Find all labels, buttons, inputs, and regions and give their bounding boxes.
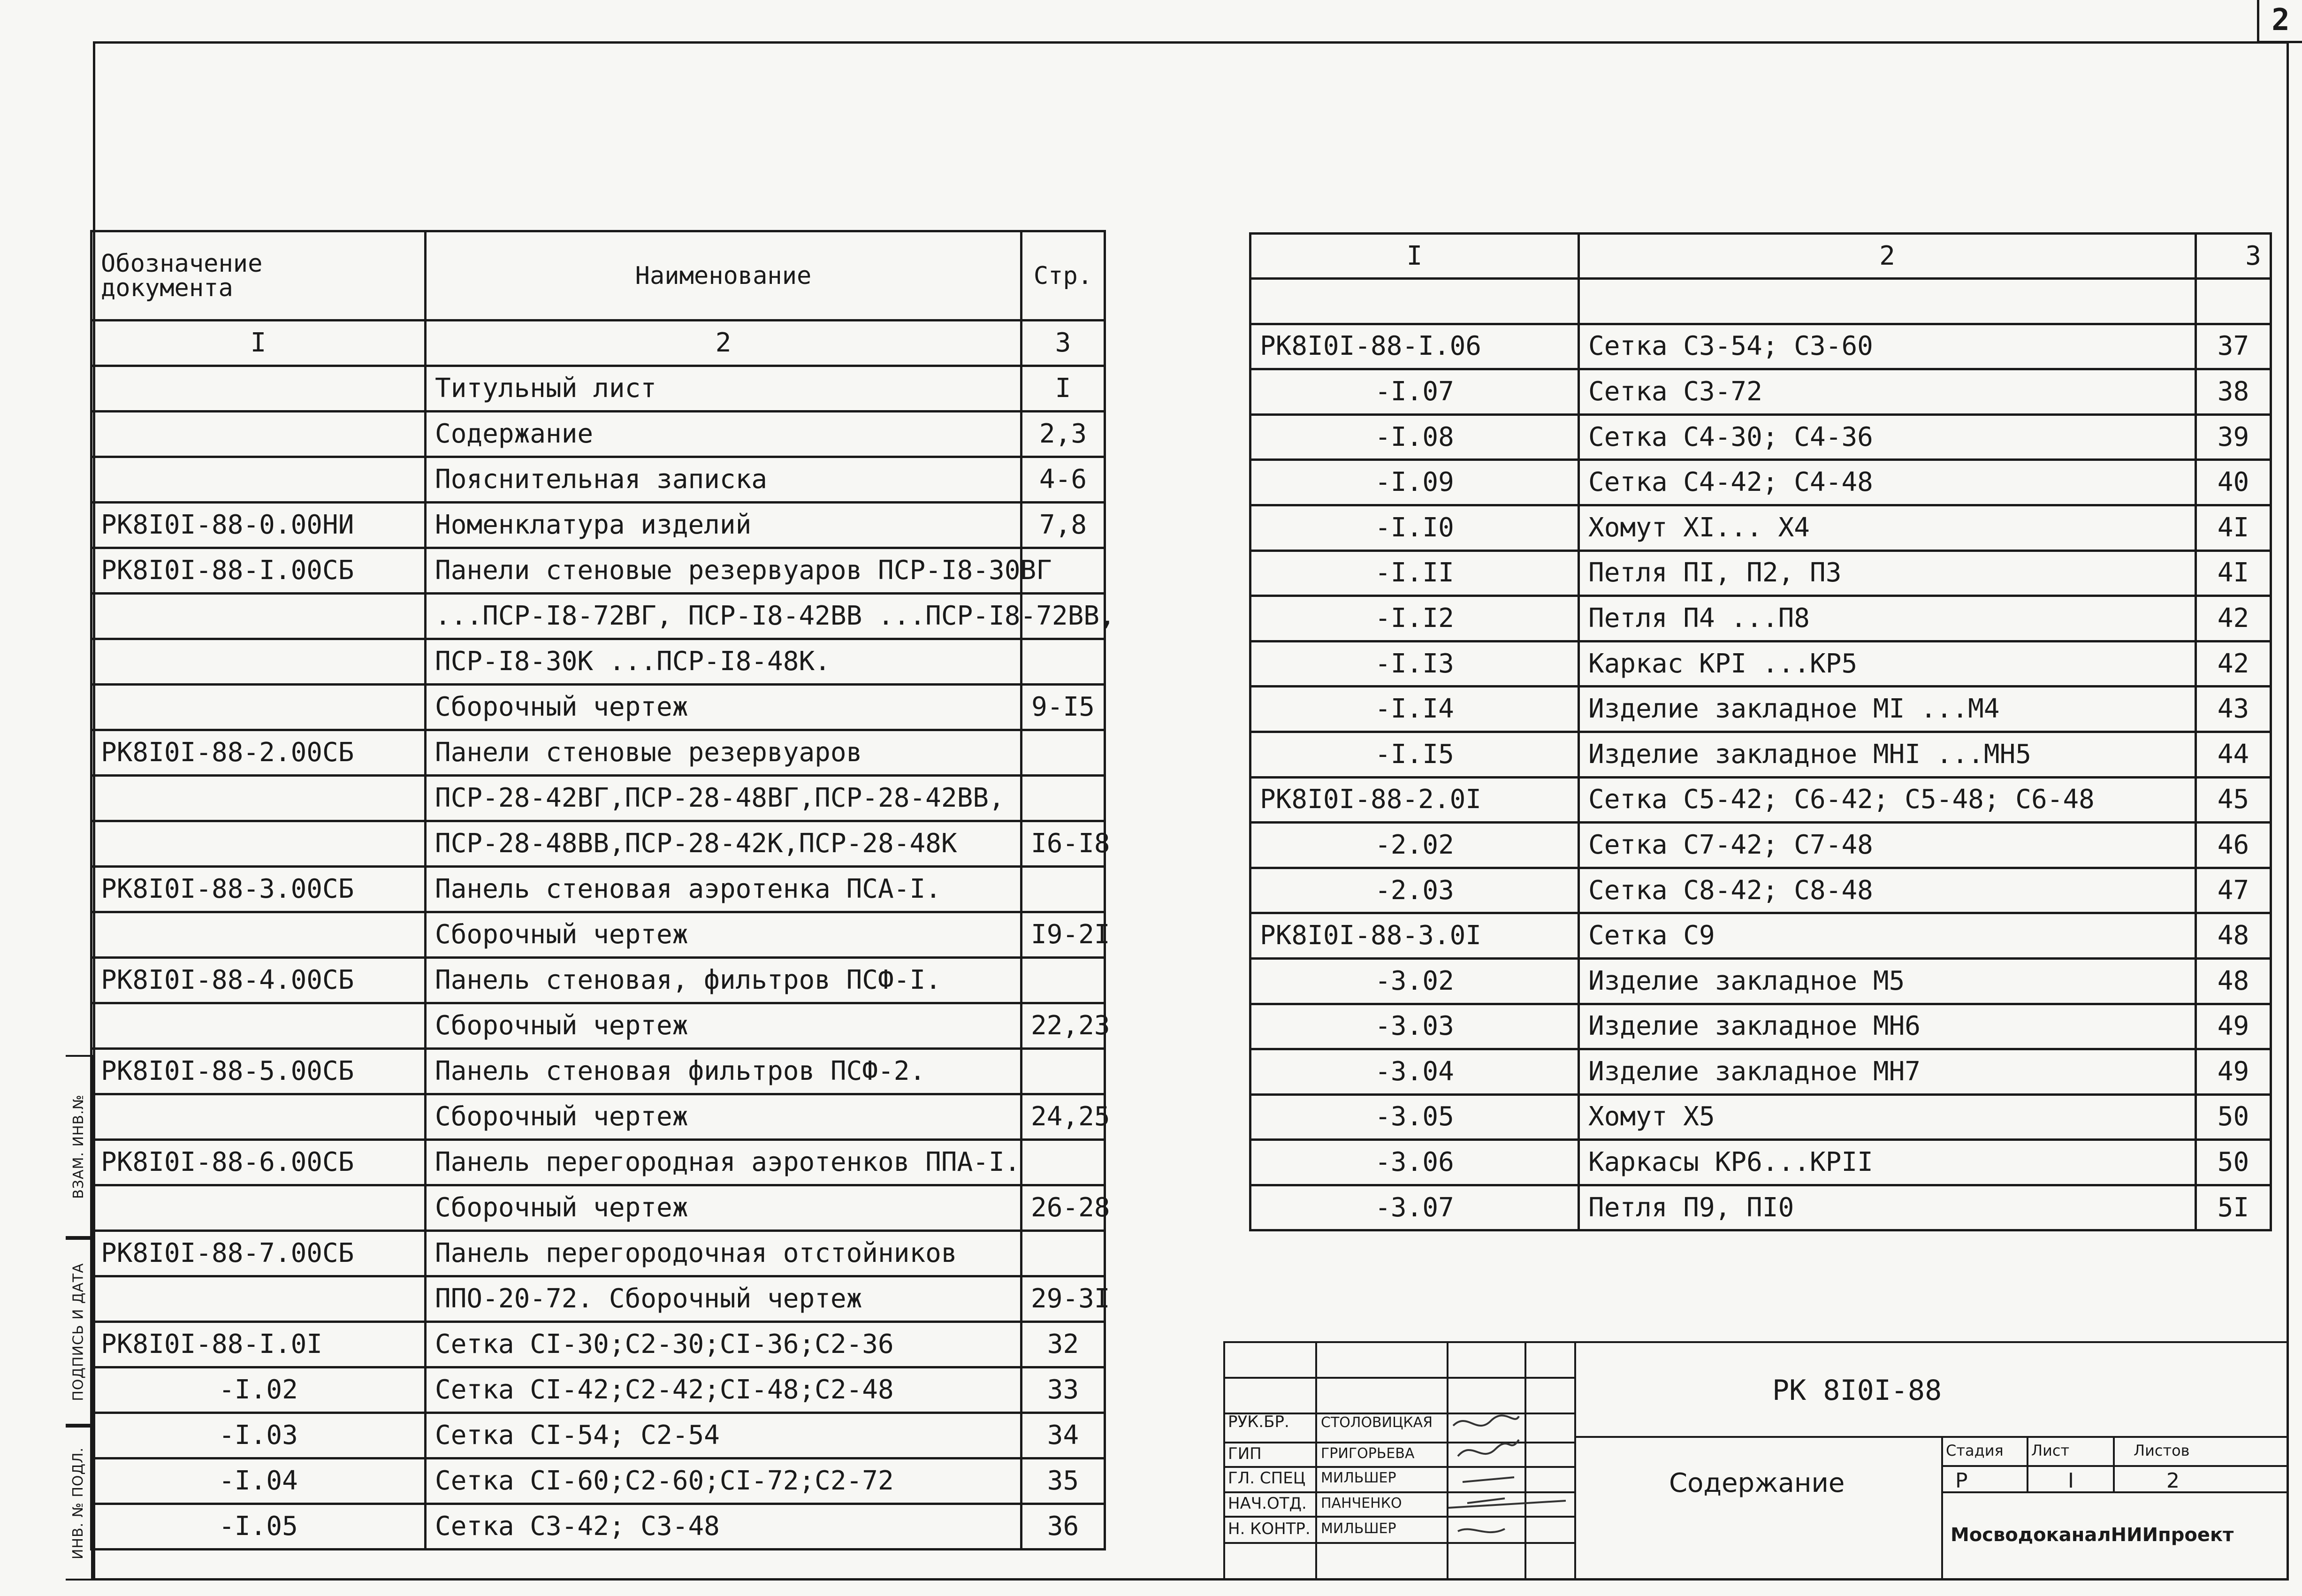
- item-name: Сетка С9: [1579, 913, 2196, 959]
- table-row: [91, 548, 1105, 594]
- document-designation: РК8I0I-88-3.00СБ: [91, 867, 426, 912]
- role-label: НАЧ.ОТД.: [1228, 1494, 1307, 1513]
- page-ref: [1021, 1231, 1105, 1276]
- document-designation: [91, 639, 426, 685]
- document-designation: -I.I4: [1250, 687, 1579, 732]
- stage-header: Стадия: [1946, 1442, 2004, 1459]
- table-row: [91, 1003, 1105, 1049]
- item-name: Каркас КРI ...КР5: [1579, 641, 2196, 687]
- page-ref: 50: [2196, 1140, 2271, 1185]
- title-block: [1223, 1341, 2288, 1581]
- item-name: Сетка С8-42; С8-48: [1579, 868, 2196, 913]
- item-name: Пояснительная записка: [426, 457, 1021, 503]
- item-name: Панель стеновая фильтров ПСФ-2.: [426, 1049, 1021, 1094]
- item-name: Изделие закладное М5: [1579, 958, 2196, 1004]
- sheet-title: Содержание: [1669, 1468, 1845, 1498]
- item-name: Сборочный чертеж: [426, 1003, 1021, 1049]
- page-ref: 39: [2196, 414, 2271, 460]
- table-row: [91, 457, 1105, 503]
- page-ref: 37: [2196, 324, 2271, 369]
- page-ref: 50: [2196, 1094, 2271, 1140]
- header-row: [91, 231, 1105, 321]
- document-designation: -3.07: [1250, 1185, 1579, 1230]
- table-row: [1250, 868, 2271, 913]
- item-name: ПСР-I8-30К ...ПСР-I8-48К.: [426, 639, 1021, 685]
- header-page: Стр.: [1021, 231, 1105, 321]
- document-designation: [91, 1276, 426, 1322]
- side-label-signature: ПОДПИСЬ И ДАТА: [66, 1238, 93, 1426]
- side-label-replacement: ВЗАМ. ИНВ.№: [66, 1055, 93, 1238]
- table-row: [91, 503, 1105, 548]
- document-designation: [91, 685, 426, 730]
- document-designation: -3.04: [1250, 1049, 1579, 1095]
- page-ref: 29-3I: [1021, 1276, 1105, 1322]
- table-row: [91, 867, 1105, 912]
- item-name: Сборочный чертеж: [426, 1185, 1021, 1231]
- table-row: [91, 1322, 1105, 1367]
- item-name: Содержание: [426, 412, 1021, 457]
- table-row: [91, 1231, 1105, 1276]
- document-designation: [91, 366, 426, 412]
- document-designation: -2.03: [1250, 868, 1579, 913]
- role-label: Н. КОНТР.: [1228, 1520, 1311, 1538]
- item-name: Панели стеновые резервуаров: [426, 730, 1021, 776]
- numbering-row: [91, 321, 1105, 366]
- document-designation: -I.05: [91, 1504, 426, 1550]
- person-name: СТОЛОВИЦКАЯ: [1321, 1414, 1433, 1431]
- table-row: [1250, 1140, 2271, 1185]
- document-code: РК 8I0I-88: [1772, 1374, 1942, 1407]
- item-name: Сетка С3-42; С3-48: [426, 1504, 1021, 1550]
- page-ref: 34: [1021, 1413, 1105, 1459]
- page-ref: 5I: [2196, 1185, 2271, 1230]
- document-designation: [91, 457, 426, 503]
- table-row: [91, 1185, 1105, 1231]
- item-name: Панель стеновая, фильтров ПСФ-I.: [426, 958, 1021, 1003]
- table-row: [91, 821, 1105, 867]
- item-name: Каркасы КР6...КРII: [1579, 1140, 2196, 1185]
- document-designation: РК8I0I-88-I.0I: [91, 1322, 426, 1367]
- item-name: Панель перегородная аэротенков ППА-I.: [426, 1140, 1021, 1185]
- document-designation: -I.02: [91, 1367, 426, 1413]
- side-label-inventory: ИНВ. № ПОДЛ.: [66, 1426, 93, 1581]
- page-ref: 32: [1021, 1322, 1105, 1367]
- page-ref: [1021, 867, 1105, 912]
- page-ref: 7,8: [1021, 503, 1105, 548]
- page-ref: 46: [2196, 823, 2271, 868]
- item-name: Сетка С4-30; С4-36: [1579, 414, 2196, 460]
- table-row: [91, 912, 1105, 958]
- page-ref: 42: [2196, 596, 2271, 641]
- role-label: ГИП: [1228, 1444, 1262, 1463]
- signature-marks: [1448, 1412, 1570, 1552]
- table-row: [91, 412, 1105, 457]
- item-name: Сетка С4-42; С4-48: [1579, 460, 2196, 505]
- page-ref: 49: [2196, 1004, 2271, 1049]
- sheet-header: Лист: [2031, 1442, 2070, 1459]
- item-name: Сетка С5-42; С6-42; С5-48; С6-48: [1579, 777, 2196, 823]
- document-designation: -3.02: [1250, 958, 1579, 1004]
- spacer-row: [1250, 279, 2271, 324]
- item-name: Панель стеновая аэротенка ПСА-I.: [426, 867, 1021, 912]
- item-name: Сетка С7-42; С7-48: [1579, 823, 2196, 868]
- document-designation: [91, 821, 426, 867]
- table-row: [91, 685, 1105, 730]
- document-designation: -I.04: [91, 1459, 426, 1504]
- item-name: Панель перегородочная отстойников: [426, 1231, 1021, 1276]
- table-row: [91, 594, 1105, 639]
- header-document: Обозначение документа: [91, 231, 426, 321]
- document-designation: [91, 1003, 426, 1049]
- page-ref: I: [1021, 366, 1105, 412]
- item-name: ПСР-28-48ВВ,ПСР-28-42К,ПСР-28-48К: [426, 821, 1021, 867]
- document-designation: -3.06: [1250, 1140, 1579, 1185]
- table-row: [91, 1459, 1105, 1504]
- document-designation: -2.02: [1250, 823, 1579, 868]
- page-ref: 45: [2196, 777, 2271, 823]
- table-row: [91, 1413, 1105, 1459]
- page-ref: 38: [2196, 369, 2271, 415]
- item-name: Хомут ХI... Х4: [1579, 505, 2196, 550]
- page-ref: 22,23: [1021, 1003, 1105, 1049]
- item-name: Сетка СI-54; С2-54: [426, 1413, 1021, 1459]
- item-name: Титульный лист: [426, 366, 1021, 412]
- page-ref: 40: [2196, 460, 2271, 505]
- page-ref: [1021, 639, 1105, 685]
- numbering-cell: I: [91, 321, 426, 366]
- table-row: [1250, 687, 2271, 732]
- document-designation: -3.03: [1250, 1004, 1579, 1049]
- table-row: [1250, 505, 2271, 550]
- document-designation: [91, 776, 426, 821]
- header-name: Наименование: [426, 231, 1021, 321]
- page-ref: 48: [2196, 913, 2271, 959]
- document-designation: РК8I0I-88-2.0I: [1250, 777, 1579, 823]
- document-designation: -I.03: [91, 1413, 426, 1459]
- document-designation: [91, 594, 426, 639]
- sheet-value: I: [2068, 1469, 2074, 1493]
- table-row: [91, 1094, 1105, 1140]
- sheets-header: Листов: [2134, 1442, 2190, 1459]
- item-name: Изделие закладное МН6: [1579, 1004, 2196, 1049]
- table-row: [91, 1276, 1105, 1322]
- item-name: ПСР-28-42ВГ,ПСР-28-48ВГ,ПСР-28-42ВВ,: [426, 776, 1021, 821]
- document-designation: [91, 1094, 426, 1140]
- table-row: [91, 730, 1105, 776]
- table-row: [1250, 596, 2271, 641]
- page-ref: I6-I8: [1021, 821, 1105, 867]
- numbering-cell: 2: [1579, 234, 2196, 279]
- table-row: [91, 1140, 1105, 1185]
- document-designation: -I.II: [1250, 550, 1579, 596]
- document-designation: -I.I2: [1250, 596, 1579, 641]
- item-name: Панели стеновые резервуаров ПСР-I8-30ВГ: [426, 548, 1021, 594]
- document-designation: РК8I0I-88-7.00СБ: [91, 1231, 426, 1276]
- table-row: [1250, 369, 2271, 415]
- item-name: Хомут Х5: [1579, 1094, 2196, 1140]
- document-designation: [91, 1185, 426, 1231]
- page-number-box: [2257, 0, 2302, 43]
- item-name: Сетка С3-54; С3-60: [1579, 324, 2196, 369]
- table-row: [1250, 460, 2271, 505]
- table-row: [1250, 823, 2271, 868]
- item-name: Петля ПI, П2, П3: [1579, 550, 2196, 596]
- item-name: Изделие закладное МI ...М4: [1579, 687, 2196, 732]
- role-label: ГЛ. СПЕЦ: [1228, 1469, 1306, 1488]
- page-ref: 4-6: [1021, 457, 1105, 503]
- contents-table-left: [90, 230, 1115, 1550]
- item-name: Сетка СI-30;С2-30;СI-36;С2-36: [426, 1322, 1021, 1367]
- item-name: Сетка СI-60;С2-60;СI-72;С2-72: [426, 1459, 1021, 1504]
- page-ref: 24,25: [1021, 1094, 1105, 1140]
- document-designation: -I.09: [1250, 460, 1579, 505]
- person-name: МИЛЬШЕР: [1321, 1520, 1396, 1537]
- table-row: [91, 1504, 1105, 1550]
- document-designation: -I.I0: [1250, 505, 1579, 550]
- table-row: [1250, 958, 2271, 1004]
- document-designation: -I.I3: [1250, 641, 1579, 687]
- page-ref: 47: [2196, 868, 2271, 913]
- organization: МосводоканалНИИпроект: [1951, 1524, 2234, 1546]
- numbering-cell: 3: [1021, 321, 1105, 366]
- table-row: [91, 639, 1105, 685]
- document-designation: РК8I0I-88-2.00СБ: [91, 730, 426, 776]
- table-row: [91, 1367, 1105, 1413]
- page-ref: 44: [2196, 732, 2271, 777]
- numbering-cell: I: [1250, 234, 1579, 279]
- document-designation: РК8I0I-88-I.00СБ: [91, 548, 426, 594]
- page-ref: [1021, 1140, 1105, 1185]
- table-row: [1250, 641, 2271, 687]
- item-name: Изделие закладное МНI ...МН5: [1579, 732, 2196, 777]
- document-designation: -I.07: [1250, 369, 1579, 415]
- page-ref: 4I: [2196, 550, 2271, 596]
- table-row: [1250, 1049, 2271, 1095]
- role-label: РУК.БР.: [1228, 1413, 1289, 1431]
- person-name: ГРИГОРЬЕВА: [1321, 1445, 1415, 1462]
- table-row: [1250, 1094, 2271, 1140]
- item-name: Изделие закладное МН7: [1579, 1049, 2196, 1095]
- page-ref: 33: [1021, 1367, 1105, 1413]
- numbering-row: [1250, 234, 2271, 279]
- document-designation: РК8I0I-88-6.00СБ: [91, 1140, 426, 1185]
- item-name: ...ПСР-I8-72ВГ, ПСР-I8-42ВВ ...ПСР-I8-72ВВ,: [426, 594, 1021, 639]
- item-name: Сетка С3-72: [1579, 369, 2196, 415]
- table-row: [1250, 913, 2271, 959]
- table-row: [91, 366, 1105, 412]
- page-ref: [1021, 730, 1105, 776]
- table-row: [91, 1049, 1105, 1094]
- person-name: МИЛЬШЕР: [1321, 1470, 1396, 1486]
- page-ref: [1021, 776, 1105, 821]
- item-name: Сборочный чертеж: [426, 912, 1021, 958]
- item-name: Сетка СI-42;С2-42;СI-48;С2-48: [426, 1367, 1021, 1413]
- numbering-cell: 2: [426, 321, 1021, 366]
- table-row: [91, 958, 1105, 1003]
- stage-value: Р: [1955, 1469, 1968, 1493]
- page-ref: 48: [2196, 958, 2271, 1004]
- document-designation: [91, 912, 426, 958]
- page-ref: [1021, 958, 1105, 1003]
- item-name: Сборочный чертеж: [426, 1094, 1021, 1140]
- item-name: Сборочный чертеж: [426, 685, 1021, 730]
- item-name: ППО-20-72. Сборочный чертеж: [426, 1276, 1021, 1322]
- document-designation: [91, 412, 426, 457]
- page-ref: 35: [1021, 1459, 1105, 1504]
- document-designation: РК8I0I-88-4.00СБ: [91, 958, 426, 1003]
- document-designation: РК8I0I-88-I.06: [1250, 324, 1579, 369]
- sheets-value: 2: [2166, 1469, 2180, 1493]
- page-ref: [1021, 1049, 1105, 1094]
- document-designation: -3.05: [1250, 1094, 1579, 1140]
- page-ref: 2,3: [1021, 412, 1105, 457]
- table-row: [1250, 732, 2271, 777]
- document-designation: -I.08: [1250, 414, 1579, 460]
- document-designation: РК8I0I-88-0.00НИ: [91, 503, 426, 548]
- page-ref: I9-2I: [1021, 912, 1105, 958]
- table-row: [1250, 1004, 2271, 1049]
- page-ref: 49: [2196, 1049, 2271, 1095]
- document-designation: РК8I0I-88-3.0I: [1250, 913, 1579, 959]
- table-row: [1250, 550, 2271, 596]
- page-ref: 9-I5: [1021, 685, 1105, 730]
- numbering-cell: 3: [2196, 234, 2271, 279]
- page-ref: 36: [1021, 1504, 1105, 1550]
- table-row: [1250, 777, 2271, 823]
- page-ref: 4I: [2196, 505, 2271, 550]
- item-name: Петля П4 ...П8: [1579, 596, 2196, 641]
- page-ref: 43: [2196, 687, 2271, 732]
- page-ref: 26-28: [1021, 1185, 1105, 1231]
- page-ref: 42: [2196, 641, 2271, 687]
- contents-table-right: [1249, 232, 2272, 1231]
- table-row: [1250, 414, 2271, 460]
- person-name: ПАНЧЕНКО: [1321, 1495, 1402, 1512]
- item-name: Петля П9, ПI0: [1579, 1185, 2196, 1230]
- item-name: Номенклатура изделий: [426, 503, 1021, 548]
- table-row: [1250, 1185, 2271, 1230]
- table-row: [91, 776, 1105, 821]
- table-row: [1250, 324, 2271, 369]
- document-designation: -I.I5: [1250, 732, 1579, 777]
- page-number: 2: [2272, 3, 2290, 38]
- document-designation: РК8I0I-88-5.00СБ: [91, 1049, 426, 1094]
